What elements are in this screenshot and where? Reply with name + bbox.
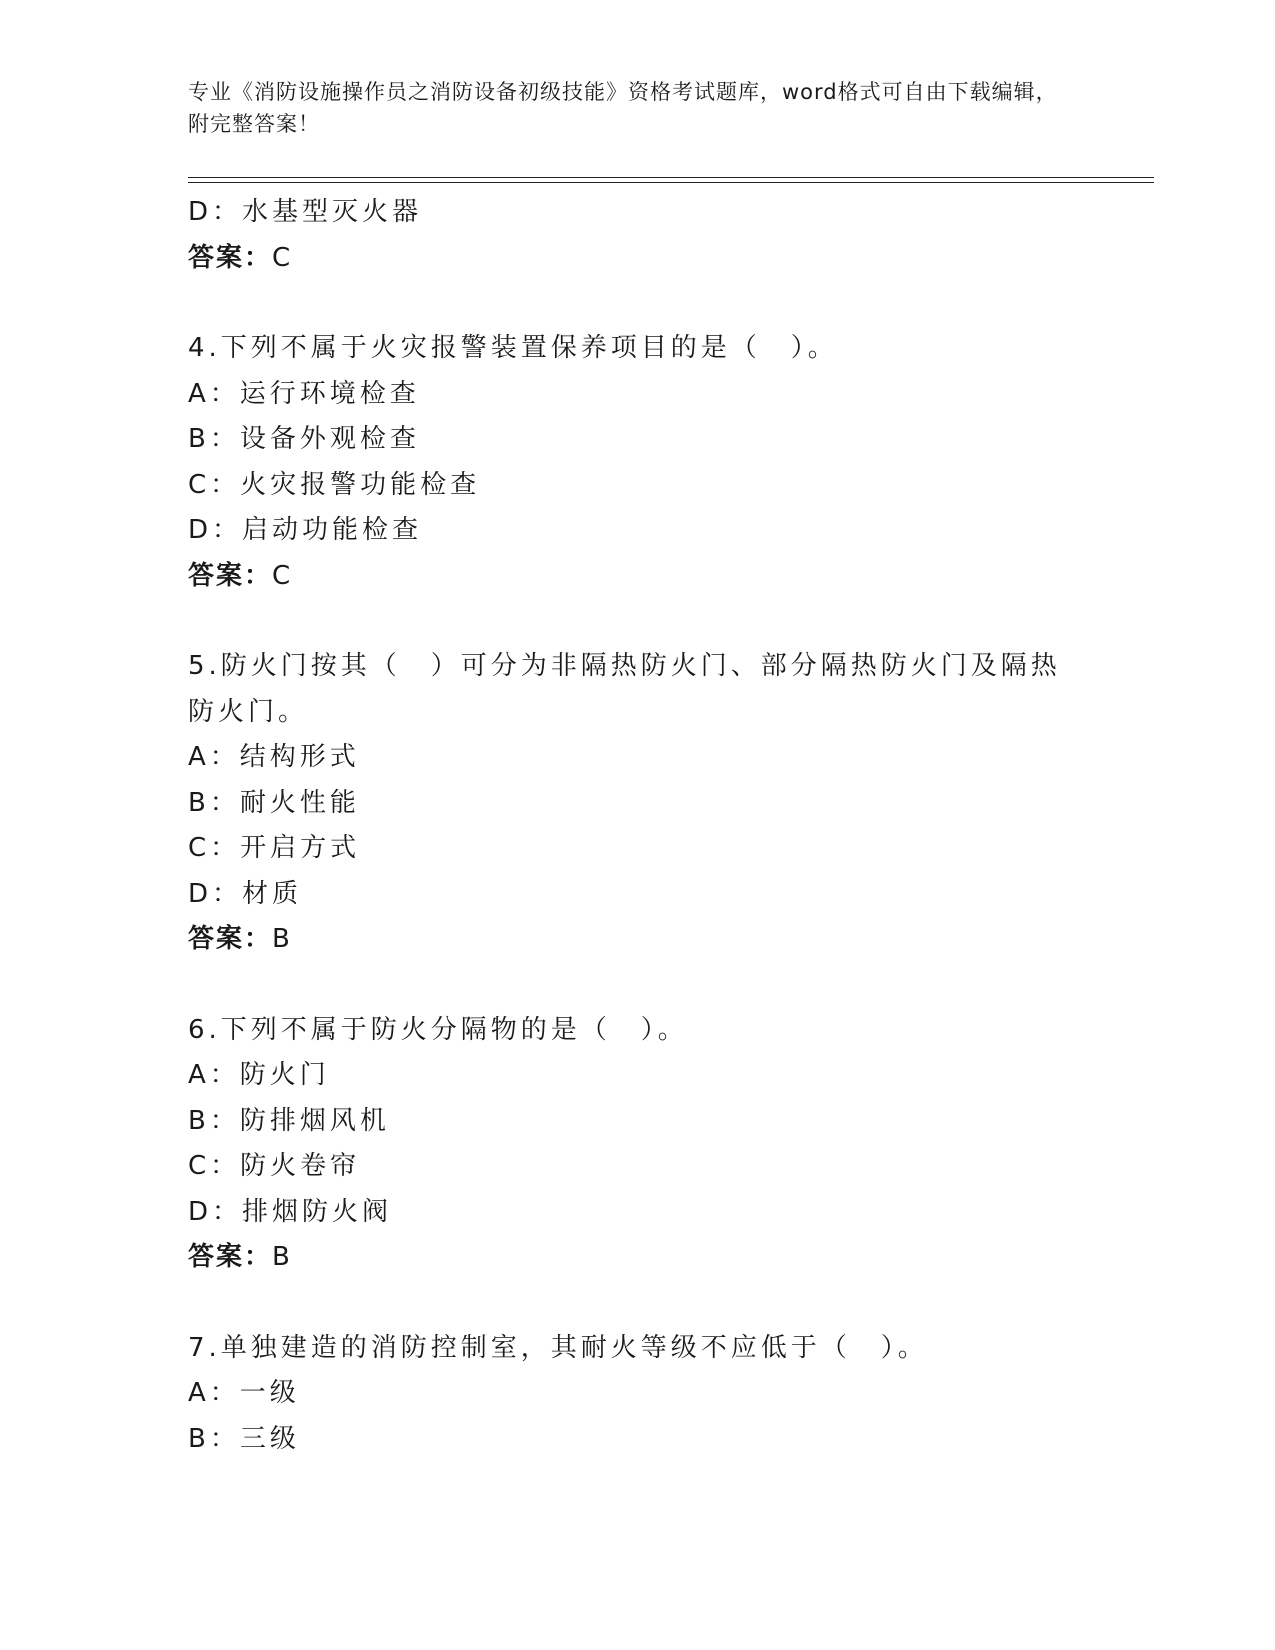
answer-label: 答案：	[188, 924, 273, 954]
question-text: 6.下列不属于防火分隔物的是（ ）。	[188, 1014, 688, 1045]
option-a: A：一级	[188, 1378, 300, 1408]
option-c: C：开启方式	[188, 833, 361, 863]
option-a: A：结构形式	[188, 742, 360, 772]
option-d: D：排烟防火阀	[188, 1196, 393, 1227]
option-b: B：设备外观检查	[188, 424, 420, 454]
answer-value: C	[272, 560, 292, 591]
option-a: A：运行环境检查	[188, 378, 420, 409]
header-divider	[188, 182, 1154, 183]
answer-line	[188, 554, 1088, 600]
header-note: 专业《消防设施操作员之消防设备初级技能》资格考试题库，word格式可自由下载编辑，附完整答案！	[188, 80, 1058, 136]
option-d: D：水基型灭火器	[188, 197, 423, 227]
answer-line	[188, 917, 1088, 963]
option-d: D：启动功能检查	[188, 515, 423, 545]
question-block	[188, 190, 1088, 281]
question-list	[188, 190, 1088, 1462]
header-divider	[188, 177, 1154, 178]
option-c: C：防火卷帘	[188, 1151, 361, 1181]
question-block	[188, 326, 1088, 599]
question-block	[188, 1326, 1088, 1463]
answer-line	[188, 1235, 1088, 1281]
answer-label: 答案：	[188, 1242, 273, 1272]
answer-label: 答案：	[188, 242, 273, 273]
question-block	[188, 1008, 1088, 1281]
answer-line	[188, 236, 1088, 282]
answer-value: C	[272, 242, 292, 273]
option-b: B：耐火性能	[188, 787, 360, 818]
answer-value: B	[272, 1242, 291, 1272]
question-block	[188, 644, 1088, 963]
question-text: 7.单独建造的消防控制室，其耐火等级不应低于（ ）。	[188, 1332, 928, 1363]
question-text: 5.防火门按其（ ）可分为非隔热防火门、部分隔热防火门及隔热防火门。	[188, 651, 1061, 727]
option-b: B：防排烟风机	[188, 1105, 390, 1136]
answer-value: B	[272, 924, 291, 954]
answer-label: 答案：	[188, 560, 273, 591]
question-text: 4.下列不属于火灾报警装置保养项目的是（ ）。	[188, 333, 838, 363]
option-a: A：防火门	[188, 1060, 330, 1090]
option-b: B：三级	[188, 1423, 300, 1454]
option-c: C：火灾报警功能检查	[188, 469, 481, 500]
option-d: D：材质	[188, 878, 303, 909]
